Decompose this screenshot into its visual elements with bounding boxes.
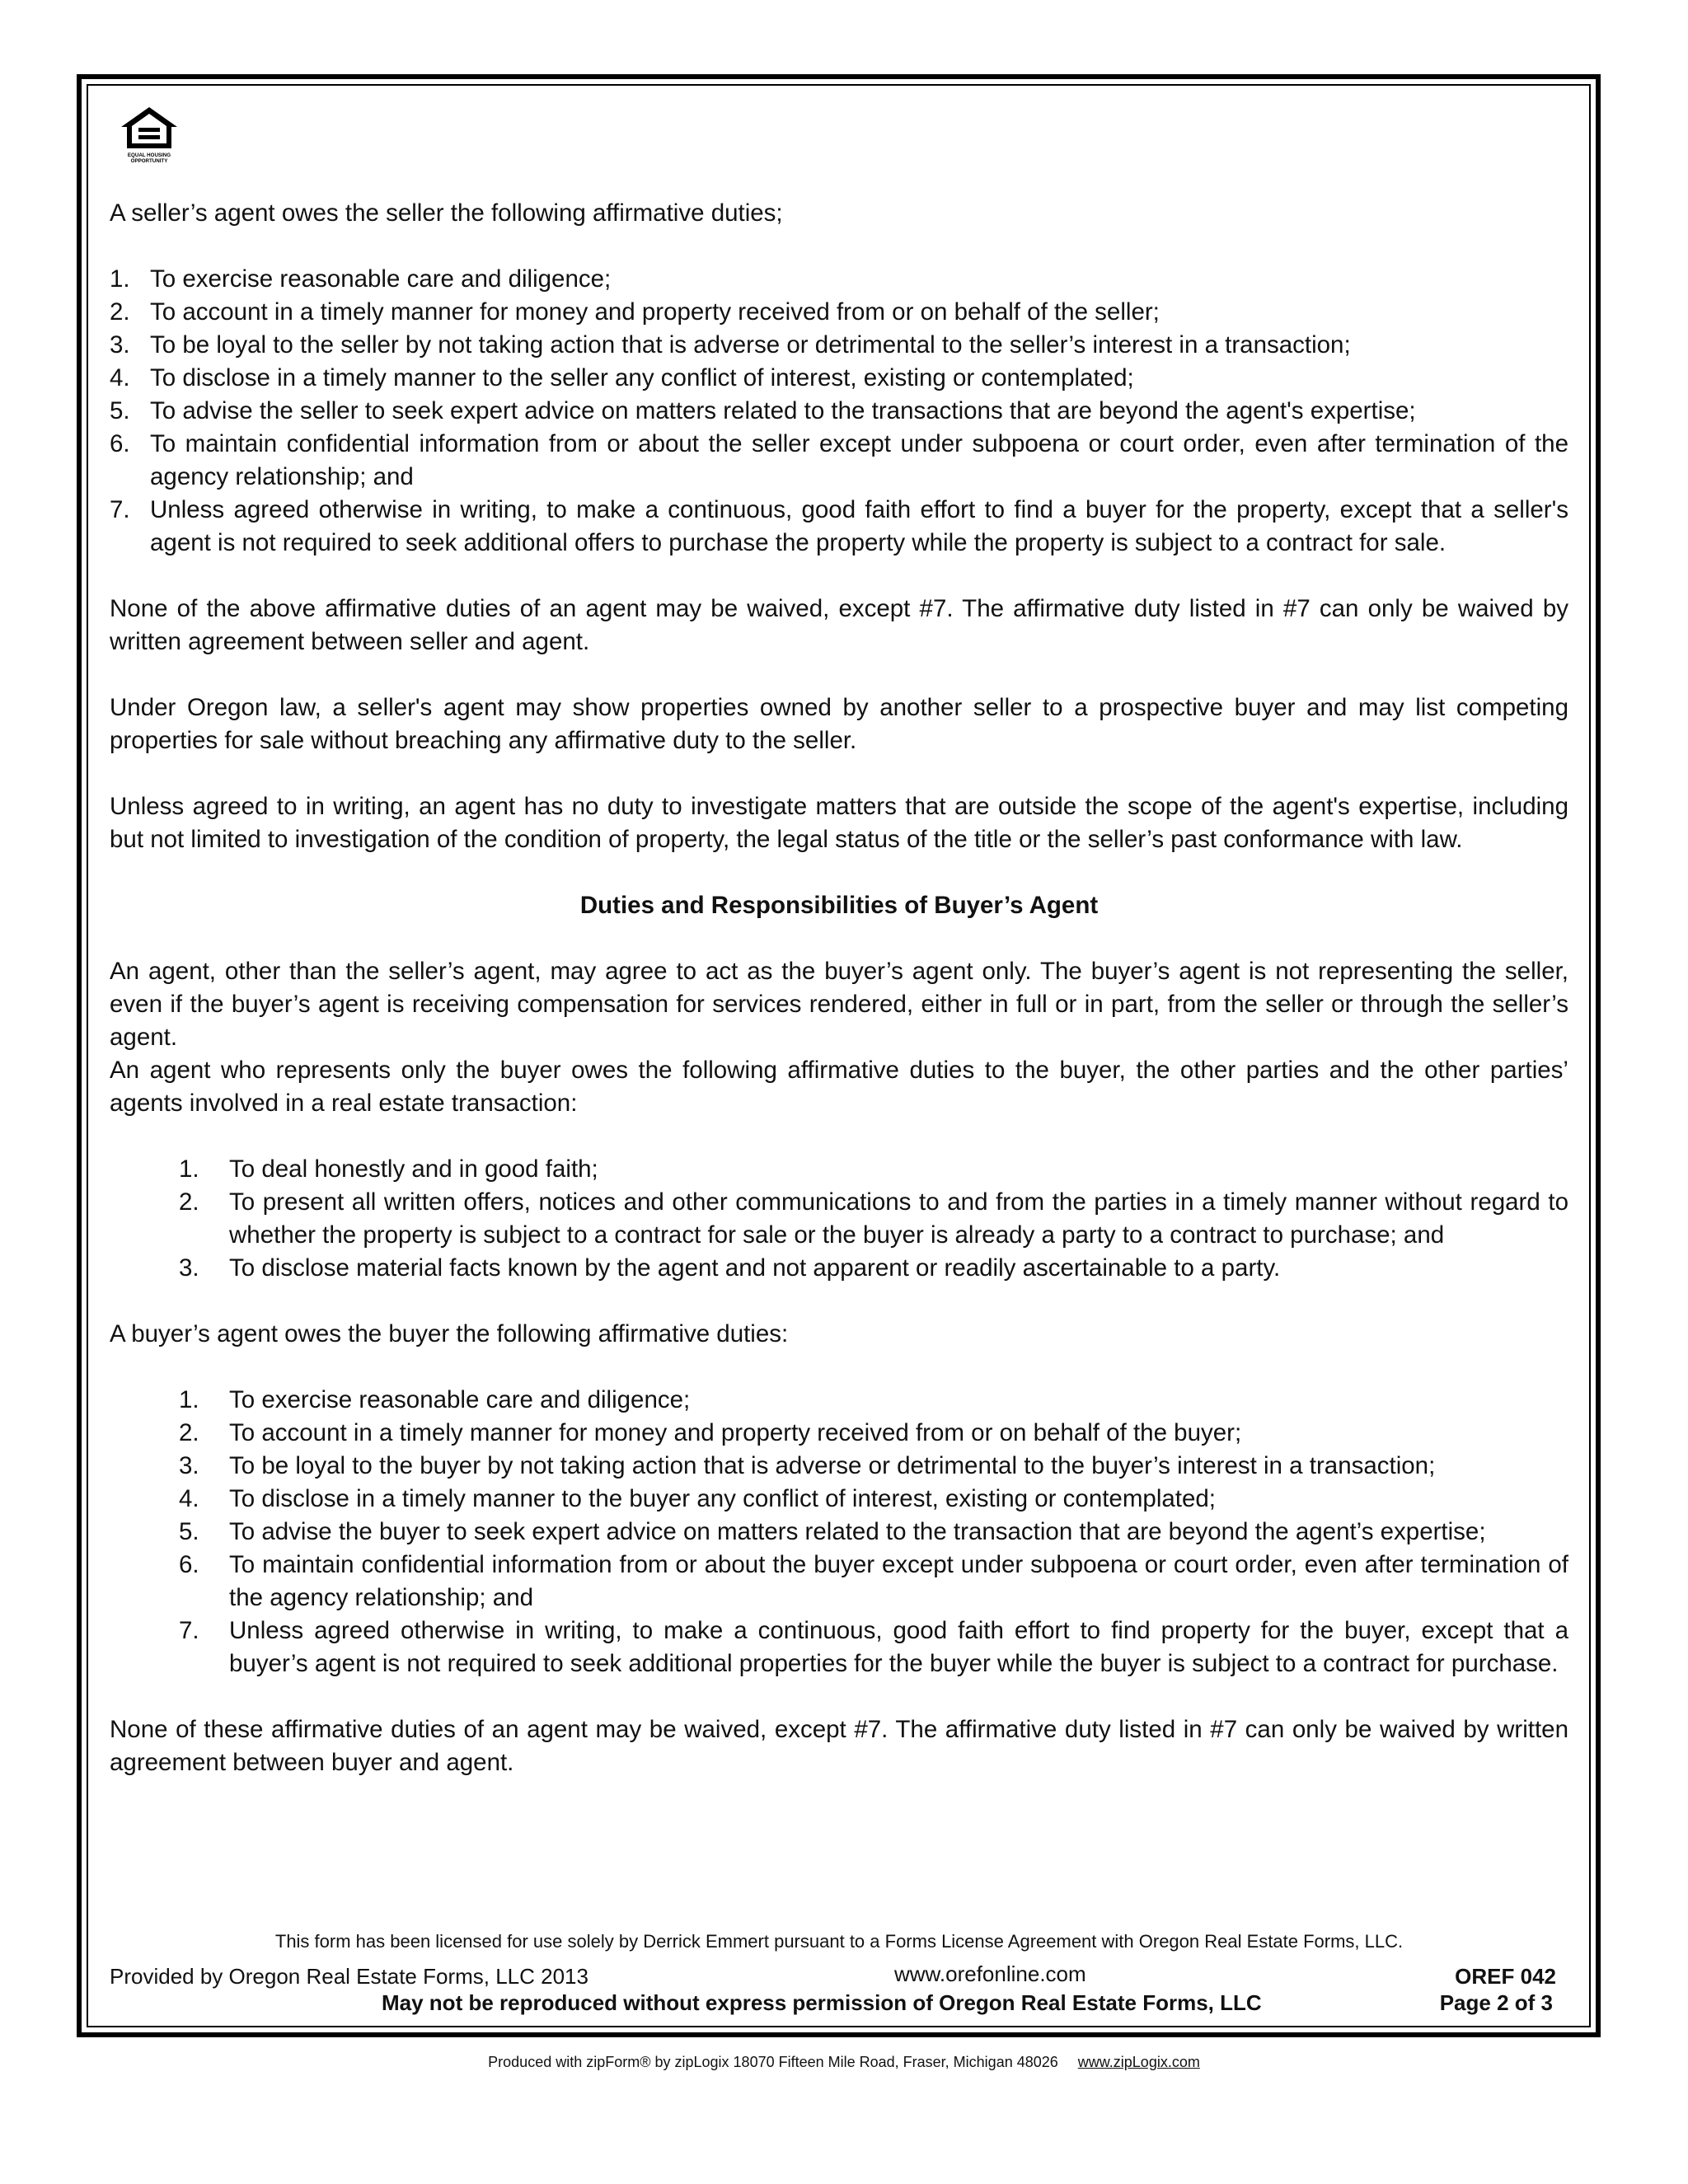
list-item bbox=[110, 362, 1568, 395]
seller-duties-list bbox=[110, 263, 1568, 560]
seller-duties-intro: A seller’s agent owes the seller the following affirmative duties; bbox=[110, 199, 783, 227]
list-item-number: 3. bbox=[110, 331, 130, 359]
list-item-text: To account in a timely manner for money and property received from or on behalf of the seller; bbox=[150, 298, 1160, 326]
list-item-number: 3. bbox=[179, 1254, 199, 1282]
list-item-text: To disclose in a timely manner to the seller any conflict of interest, existing or contemplated; bbox=[150, 364, 1134, 391]
list-item-number: 1. bbox=[179, 1155, 199, 1183]
buyer-waiver-paragraph: None of these affirmative duties of an agent may be waived, except #7. The affirmative duty listed in #7 can only be waived by written agreement between buyer and agent. bbox=[110, 1716, 1568, 1776]
list-item-text: To disclose material facts known by the agent and not apparent or readily ascertainable to a party. bbox=[229, 1254, 1281, 1282]
list-item-number: 6. bbox=[179, 1551, 199, 1578]
list-item bbox=[110, 329, 1568, 362]
list-item-text: To exercise reasonable care and diligence; bbox=[150, 265, 612, 293]
list-item bbox=[110, 1450, 1568, 1483]
list-item-text: To be loyal to the buyer by not taking action that is adverse or detrimental to the buyer’s interest in a transaction; bbox=[229, 1452, 1436, 1479]
buyer-agent-heading: Duties and Responsibilities of Buyer’s Agent bbox=[579, 892, 1099, 919]
list-item-number: 2. bbox=[179, 1188, 199, 1216]
list-item-number: 7. bbox=[179, 1617, 199, 1644]
buyer-duties-intro: A buyer’s agent owes the buyer the following affirmative duties: bbox=[110, 1320, 789, 1347]
list-item-text: To maintain confidential information from or about the buyer except under subpoena or court order, even after termination of the agency relationship; and bbox=[229, 1551, 1568, 1611]
list-item bbox=[110, 1516, 1568, 1549]
list-item-text: To exercise reasonable care and diligence; bbox=[229, 1386, 691, 1413]
buyer-general-duties-list bbox=[110, 1153, 1568, 1285]
svg-text:EQUAL HOUSING: EQUAL HOUSING bbox=[127, 152, 171, 158]
list-item-number: 1. bbox=[179, 1386, 199, 1413]
list-item-number: 2. bbox=[179, 1419, 199, 1446]
list-item-number: 5. bbox=[110, 397, 130, 424]
svg-text:OPPORTUNITY: OPPORTUNITY bbox=[130, 158, 168, 164]
buyer-intro-paragraph-1: An agent, other than the seller’s agent, may agree to act as the buyer’s agent only. The buyer’s agent is not representing the seller, even if the buyer’s agent is receiving compensation for services rendered, either in full or in part, from the seller or through the seller’s agent. bbox=[110, 958, 1568, 1051]
list-item-text: To advise the seller to seek expert advice on matters related to the transactions that are beyond the agent's expertise; bbox=[150, 397, 1416, 424]
list-item-number: 2. bbox=[110, 298, 130, 326]
list-item bbox=[110, 1549, 1568, 1615]
oregon-law-paragraph: Under Oregon law, a seller's agent may show properties owned by another seller to a prospective buyer and may list competing properties for sale without breaching any affirmative duty to the seller. bbox=[110, 694, 1568, 754]
document-body bbox=[110, 197, 1568, 1779]
list-item bbox=[110, 1417, 1568, 1450]
buyer-intro-paragraph-2: An agent who represents only the buyer owes the following affirmative duties to the buyer, the other parties and the other parties’ agents involved in a real estate transaction: bbox=[110, 1057, 1568, 1117]
list-item-number: 3. bbox=[179, 1452, 199, 1479]
no-duty-paragraph: Unless agreed to in writing, an agent has no duty to investigate matters that are outside the scope of the agent's expertise, including but not limited to investigation of the condition of property, the legal status of the title or the seller’s past conformance with law. bbox=[110, 793, 1568, 853]
list-item bbox=[110, 263, 1568, 296]
list-item-number: 7. bbox=[110, 496, 130, 523]
list-item bbox=[110, 1153, 1568, 1186]
reproduction-notice: May not be reproduced without express permission of Oregon Real Estate Forms, LLC bbox=[382, 1990, 1262, 2015]
equal-housing-opportunity-icon bbox=[118, 105, 181, 165]
list-item-text: To advise the buyer to seek expert advice on matters related to the transaction that are beyond the agent’s expertise; bbox=[229, 1518, 1486, 1545]
list-item-text: To disclose in a timely manner to the buyer any conflict of interest, existing or contemplated; bbox=[229, 1485, 1216, 1512]
license-notice: This form has been licensed for use solely by Derrick Emmert pursuant to a Forms License Agreement with Oregon Real Estate Forms, LLC. bbox=[274, 1931, 1404, 1952]
provided-by: Provided by Oregon Real Estate Forms, LLC 2013 bbox=[110, 1964, 588, 1989]
list-item-text: To be loyal to the seller by not taking action that is adverse or detrimental to the seller’s interest in a transaction; bbox=[150, 331, 1351, 359]
list-item-text: To present all written offers, notices and other communications to and from the parties in a timely manner without regard to whether the property is subject to a contract for sale or the buyer is already a party to a contract to purchase; and bbox=[229, 1188, 1568, 1249]
producer-line bbox=[0, 2052, 1688, 2072]
list-item bbox=[110, 428, 1568, 494]
list-item-number: 1. bbox=[110, 265, 130, 293]
list-item bbox=[110, 1615, 1568, 1680]
website-link[interactable]: www.orefonline.com bbox=[894, 1961, 1086, 1986]
list-item bbox=[110, 1483, 1568, 1516]
list-item-text: To maintain confidential information from or about the seller except under subpoena or court order, even after termination of the agency relationship; and bbox=[150, 430, 1568, 490]
producer-text: Produced with zipForm® by zipLogix 18070 Fifteen Mile Road, Fraser, Michigan 48026 bbox=[488, 2054, 1058, 2070]
list-item-number: 5. bbox=[179, 1518, 199, 1545]
page-number: Page 2 of 3 bbox=[1439, 1990, 1553, 2015]
list-item-text: Unless agreed otherwise in writing, to make a continuous, good faith effort to find property for the buyer, except that a buyer’s agent is not required to seek additional properties for the buyer while the buyer is subject to a contract for purchase. bbox=[229, 1617, 1568, 1677]
list-item bbox=[110, 296, 1568, 329]
list-item-number: 4. bbox=[179, 1485, 199, 1512]
list-item-number: 6. bbox=[110, 430, 130, 457]
ziplogix-link[interactable]: www.zipLogix.com bbox=[1077, 2054, 1200, 2070]
list-item-text: Unless agreed otherwise in writing, to make a continuous, good faith effort to find a buyer for the property, except that a seller's agent is not required to seek additional offers to purchase the property while the property is subject to a contract for sale. bbox=[150, 496, 1568, 556]
buyer-duties-list bbox=[110, 1384, 1568, 1680]
list-item bbox=[110, 1186, 1568, 1252]
seller-waiver-paragraph: None of the above affirmative duties of an agent may be waived, except #7. The affirmative duty listed in #7 can only be waived by written agreement between seller and agent. bbox=[110, 595, 1568, 655]
list-item-number: 4. bbox=[110, 364, 130, 391]
list-item-text: To account in a timely manner for money and property received from or on behalf of the buyer; bbox=[229, 1419, 1242, 1446]
list-item bbox=[110, 395, 1568, 428]
list-item-text: To deal honestly and in good faith; bbox=[229, 1155, 598, 1183]
list-item bbox=[110, 494, 1568, 560]
form-code: OREF 042 bbox=[1455, 1964, 1556, 1989]
list-item bbox=[110, 1384, 1568, 1417]
list-item bbox=[110, 1252, 1568, 1285]
